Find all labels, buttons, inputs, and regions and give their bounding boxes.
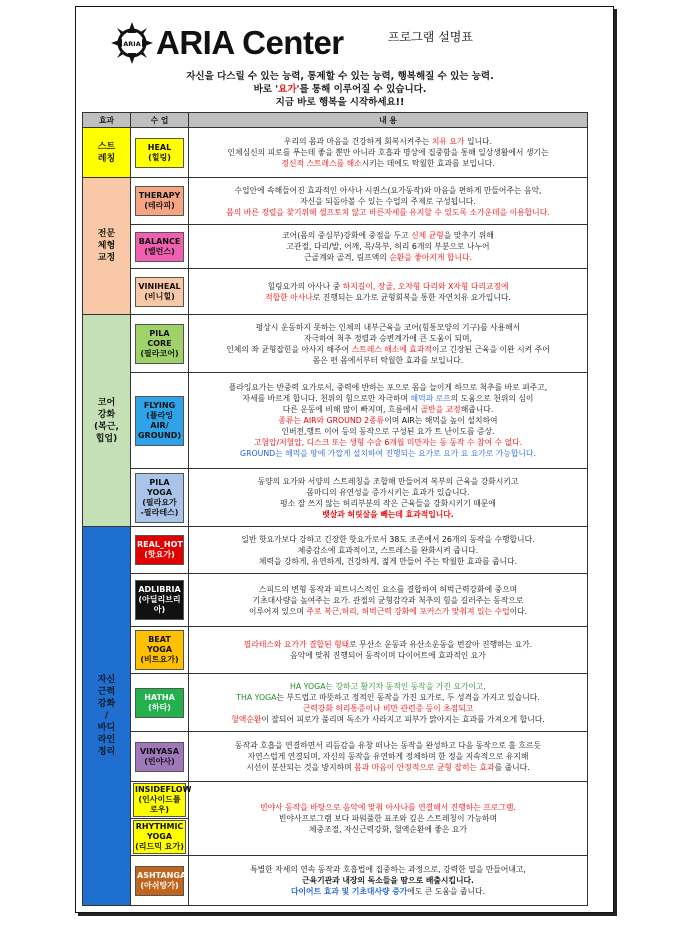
intro-text <box>90 70 590 109</box>
table-row <box>83 732 588 782</box>
desc-pila-yoga: 동양의 요가와 서양의 스트레칭을 조합해 만들어져 복부의 근육을 강화시키고 몸마디의 유연성을 증가시키는 효과가 있습니다. 평소 잘 쓰지 않는 허리부분의 작은 근육들을 강화시키기 때문에 뱃살과 허릿살을 빼는데 효과적입니다. <box>189 469 588 527</box>
table-row <box>83 315 588 373</box>
logo <box>110 20 344 66</box>
class-adlibria: ADLIBRIA (아딜리브리아) <box>135 580 184 620</box>
intro-line: 바로 '요가'를 통해 이루어질 수 있습니다. <box>253 84 427 95</box>
class-pila-yoga: PILA YOGA (필라요가 -필라테스) <box>135 473 184 523</box>
desc-therapy: 수업안에 속해들어진 효과적인 아사나 시퀀스(요가동작)와 마음을 편하게 만들어주는 음악, 자신을 되돌아볼 수 있는 수업의 주제로 구성됩니다. 몸의 바른 정렬을 찾기위해 셀프토치 않고 바른자세를 유지할 수 있도록 소가운데을 이용합니다. <box>189 178 588 225</box>
effect-core: 코어 강화 (복근, 힙업) <box>83 315 131 527</box>
table-row <box>83 225 588 269</box>
desc-balance: 코어(몸의 중심부)강화에 중점을 두고 신체 균형을 맞추기 위해 고관절, 다리/발, 어깨, 목/목부, 허리 6개의 부분으로 나누어 근골계와 골격, 림프액의 순환을 좋아지게 합니다. <box>189 225 588 269</box>
header-class: 수 업 <box>131 113 189 128</box>
class-hatha: HATHA (하타) <box>135 688 184 718</box>
class-therapy: THERAPY (테라피) <box>135 186 184 216</box>
table-row <box>83 627 588 674</box>
class-rhythmic-yoga: RHYTHMIC YOGA (리드믹 요가) <box>133 820 186 854</box>
intro-line: 자신을 다스릴 수 있는 능력, 통제할 수 있는 능력, 행복해질 수 있는 능력. <box>186 71 494 82</box>
class-insideflow: INSIDEFLOW (인사이드플로우) <box>133 783 186 817</box>
table-row <box>83 269 588 315</box>
effect-strength: 자신 근력 강화 / 바디 라인 정리 <box>83 527 131 906</box>
table-row <box>83 856 588 906</box>
effect-stretching: 스트 레칭 <box>83 128 131 178</box>
desc-viniheal: 힐링요가의 아사나 중 하지길이, 장골, 오자형 다리와 X자형 다리교정에 적합한 아사나로 진행되는 요가로 균형회복을 통한 자연치유 요가입니다. <box>189 269 588 315</box>
aria-logo-icon <box>110 21 154 65</box>
table-row <box>83 674 588 732</box>
desc-ashtanga: 특별한 자세의 연속 동작과 호흡법에 집중하는 과정으로, 강력한 열을 만들어내고, 근육기관과 내장의 독소들을 땀으로 배출시킵니다. 다이어트 효과 및 기초대사량 증가에도 큰 도움을 줍니다. <box>189 856 588 906</box>
table-header-row <box>83 113 588 128</box>
desc-adlibria: 스피드의 변형 동작과 피트니스적인 요소를 결합하여 허벅근력강화에 중으며 기초대사량을 높여주는 요가. 관절의 균형감각과 척추의 힘을 길러주는 동작으로 이루어져 있으며 주로 복근,허리, 허벅근력 강화에 포커스가 맞춰져 있는 수업이다. <box>189 574 588 627</box>
table-row <box>83 574 588 627</box>
class-ashtanga: ASHTANGA (아쉬탕가) <box>135 866 184 896</box>
intro-line: 지금 바로 행복을 시작하세요!! <box>275 97 405 108</box>
desc-hatha: HA YOGA는 강하고 활기차 동적인 동작을 가진 요가이고, THA YOGA는 부드럽고 따뜻하고 정적인 동작을 가진 요가로, 두 성격을 가지고 있습니다. 근력강화 허리통증이나 비만 관련증 등이 초점되고 혈액순환이 잘되어 피로가 풀리며 독소가 사라지고 피부가 맑아지는 효과를 가져오게 합니다. <box>189 674 588 732</box>
table-row <box>83 527 588 574</box>
class-heal: HEAL (힐링) <box>135 138 184 168</box>
header-content: 내 용 <box>189 113 588 128</box>
class-flying: FLYING (플라잉AIR/ GROUND) <box>135 396 184 446</box>
class-beat-yoga: BEAT YOGA (비트요가) <box>135 630 184 670</box>
desc-beat-yoga: 필라테스와 요가가 결합된 형태로 무산소 운동과 유산소운동을 번갈아 진행하는 요가. 음악에 맞춰 진행되어 동적이며 다이어트에 효과적인 요가 <box>189 627 588 674</box>
desc-insideflow-rhythmic: 빈야사 동작을 바탕으로 음악에 맞춰 아사나를 연결해서 진행하는 프로그램. 빈야사프로그램 보다 파워풀한 표조와 깊은 스트레칭이 가능하며 체중조절, 자신근력강화, 혈액순환에 좋은 요가 <box>189 782 588 856</box>
desc-vinyasa: 동작과 호흡을 연결하면서 리듬감을 유창 떠나는 동작을 완성하고 다음 동작으로 흘 흐르듯 자연스럽게 연결되며, 자신의 동작을 유연하게 정체하며 한 정을 지속적으로 유지해 시선이 분산되는 것을 방지하며 몸과 마음이 안정적으로 균형 잡히는 효과를 줍니다. <box>189 732 588 782</box>
page-subtitle: 프로그램 설명표 <box>388 30 473 44</box>
desc-flying: 플라잉요가는 반중력 요가로서, 중력에 반하는 포으로 몸을 늘이게 하므로 척추를 바로 펴주고, 자세를 바르게 합니다. 천위의 힘으로만 자극하며 해먹과 로프의 도움으로 천위의 심이 다른 운동에 비해 많이 빠지며, 흐름에서 골반을 교정해줍니다. 종류는 AIR와 GROUND 2종류이며 AIR는 해먹을 높이 설치하여 인버전,행트 이어 등의 동작으로 구성된 요가 트 난이도를 증상. 고혈압/저혈압, 디스크 또는 생형 수술 6개월 미만자는 동 동작 수 참여 수 없다. GROUND는 해먹을 땅에 가깝게 설치하여 진행되는 요가로 요가 요 요가로 가능합니다. <box>189 373 588 469</box>
table-row <box>83 469 588 527</box>
desc-real-hot: 일반 핫요가보다 강하고 긴장한 핫요가로서 38도 조존에서 26개의 동작을 수행합니다. 체중감소에 효과적이고, 스트레스를 완화시켜 줍니다. 체력을 강하게, 유연하게, 건강하게, 젊게 만들어 주는 탁월한 효과를 줍니다. <box>189 527 588 574</box>
class-viniheal: VINIHEAL (비니힐) <box>135 277 184 307</box>
table-row <box>83 128 588 178</box>
logo-mark-text: ARIA <box>123 40 141 48</box>
brand-title: ARIA Center <box>156 24 344 61</box>
class-vinyasa: VINYASA (빈야사) <box>135 742 184 772</box>
table-row <box>83 373 588 469</box>
program-table <box>82 112 588 906</box>
class-balance: BALANCE (밸런스) <box>135 232 184 262</box>
table-row <box>83 782 588 819</box>
desc-pila-core: 평상시 운동하지 못하는 인체의 내부근육을 코어(힘통모양의 기구)를 사용해서 자극하여 척추 정렬과 승변계가에 큰 도움이 되며, 인체의 좌 균형잡힌을 아사지 해주어 스트레스 해소에 효과적이고 긴장된 근육을 이완 시켜 주어 몸은 편 몸에서부터 탁월한 효과를 보입니다. <box>189 315 588 373</box>
desc-heal: 우리의 몸과 마음을 건강하게 회복시켜주는 치유 요가 입니다. 인체심신의 피로를 푸는데 좋을 뿐만 아니라 호흡과 명상에 집중함을 통해 일상생활에서 생기는 정신적 스트레스를 해소시키는 데에도 탁월한 효과를 보입니다. <box>189 128 588 178</box>
header-effect: 효과 <box>83 113 131 128</box>
class-real-hot: REAL_HOT (핫요가) <box>135 535 184 565</box>
class-pila-core: PILA CORE (필라코어) <box>135 324 184 364</box>
table-row <box>83 178 588 225</box>
effect-correction: 전문 체형 교정 <box>83 178 131 315</box>
